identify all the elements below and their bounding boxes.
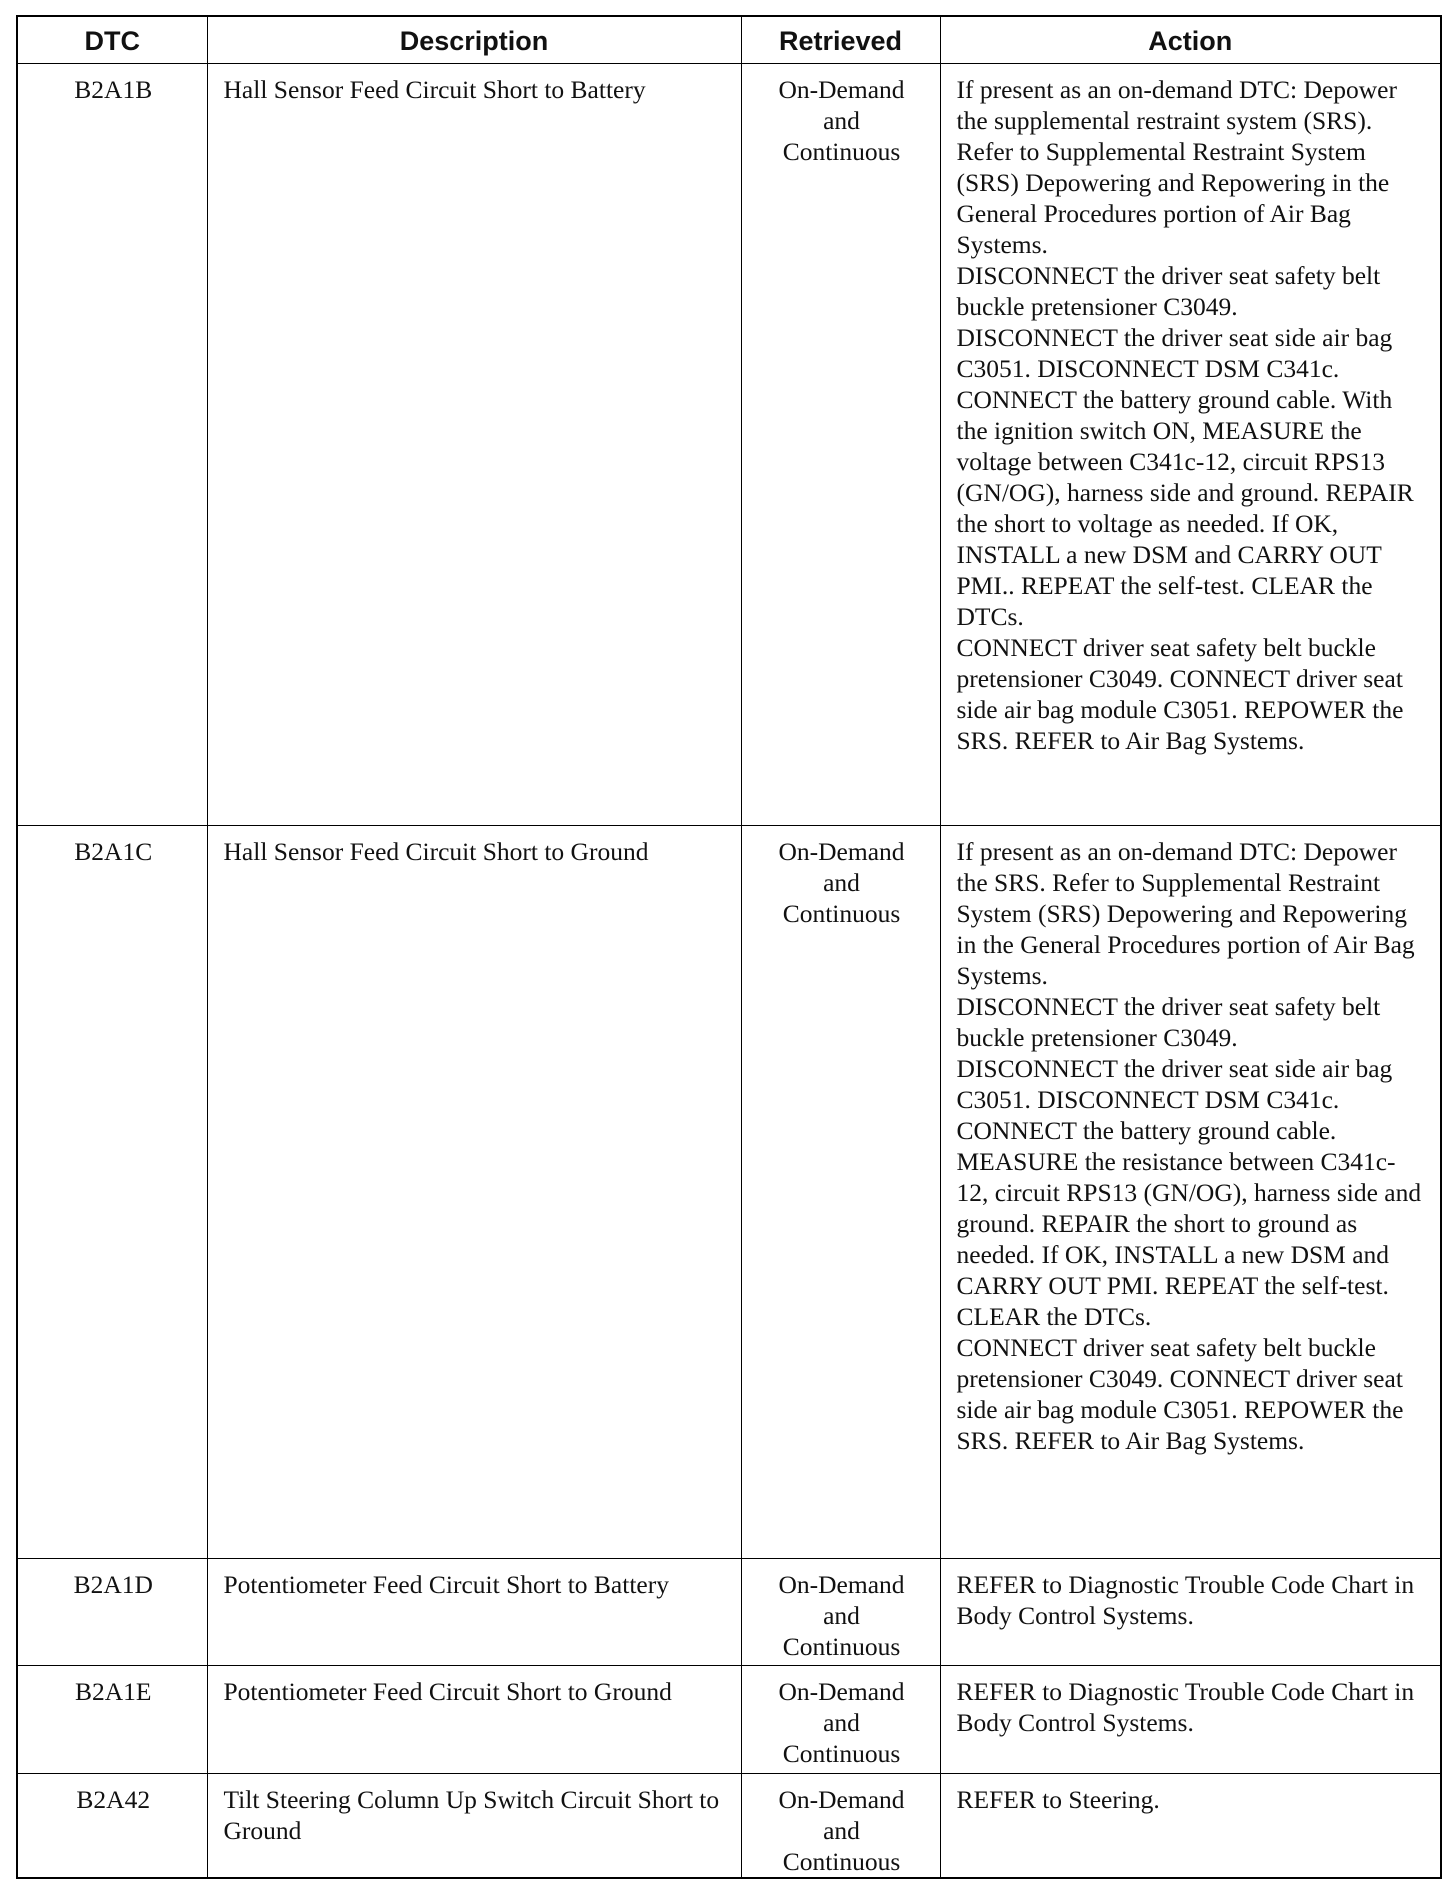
dtc-code: B2A1E bbox=[17, 1666, 207, 1774]
retrieved-line: Continuous bbox=[782, 1847, 901, 1876]
table-row bbox=[17, 1666, 1441, 1774]
header-action: Action bbox=[940, 16, 1441, 64]
retrieved-line: Continuous bbox=[782, 137, 901, 166]
action-paragraph: If present as an on-demand DTC: Depower the supplemental restraint system (SRS). Refer to Supplemental Restraint System (SRS) Depowering and Repowering in the General Procedures portion of Air Bag Systems. bbox=[956, 75, 1397, 259]
dtc-retrieved bbox=[741, 1774, 940, 1879]
dtc-code: B2A42 bbox=[17, 1774, 207, 1879]
dtc-description: Hall Sensor Feed Circuit Short to Ground bbox=[207, 826, 741, 1559]
header-retrieved: Retrieved bbox=[741, 16, 940, 64]
table-row bbox=[17, 1559, 1441, 1666]
header-dtc: DTC bbox=[17, 16, 207, 64]
action-paragraph: REFER to Diagnostic Trouble Code Chart in Body Control Systems. bbox=[956, 1677, 1415, 1737]
dtc-retrieved bbox=[741, 1559, 940, 1666]
retrieved-line: and bbox=[823, 1816, 860, 1845]
action-paragraph: CONNECT driver seat safety belt buckle pretensioner C3049. CONNECT driver seat side air bag module C3051. REPOWER the SRS. REFER to Air Bag Systems. bbox=[956, 1333, 1404, 1455]
dtc-table bbox=[16, 15, 1442, 1879]
retrieved-line: On-Demand bbox=[778, 75, 905, 104]
dtc-action bbox=[940, 1666, 1441, 1774]
retrieved-line: Continuous bbox=[782, 1632, 901, 1661]
dtc-retrieved bbox=[741, 64, 940, 826]
retrieved-line: On-Demand bbox=[778, 1570, 905, 1599]
dtc-retrieved bbox=[741, 826, 940, 1559]
retrieved-line: and bbox=[823, 868, 860, 897]
dtc-description: Potentiometer Feed Circuit Short to Battery bbox=[207, 1559, 741, 1666]
action-paragraph: If present as an on-demand DTC: Depower the SRS. Refer to Supplemental Restraint System (SRS) Depowering and Repowering in the General Procedures portion of Air Bag Systems. bbox=[956, 837, 1415, 990]
dtc-description: Potentiometer Feed Circuit Short to Ground bbox=[207, 1666, 741, 1774]
header-row bbox=[17, 16, 1441, 64]
dtc-code: B2A1B bbox=[17, 64, 207, 826]
retrieved-line: Continuous bbox=[782, 1739, 901, 1768]
header-description: Description bbox=[207, 16, 741, 64]
action-paragraph: REFER to Steering. bbox=[956, 1785, 1160, 1814]
table-row bbox=[17, 1774, 1441, 1879]
dtc-action bbox=[940, 64, 1441, 826]
action-paragraph: CONNECT driver seat safety belt buckle pretensioner C3049. CONNECT driver seat side air bag module C3051. REPOWER the SRS. REFER to Air Bag Systems. bbox=[956, 633, 1404, 755]
action-paragraph: DISCONNECT the driver seat safety belt buckle pretensioner C3049. bbox=[956, 261, 1381, 321]
retrieved-line: and bbox=[823, 1601, 860, 1630]
dtc-description: Tilt Steering Column Up Switch Circuit Short to Ground bbox=[207, 1774, 741, 1879]
action-paragraph: DISCONNECT the driver seat side air bag C3051. DISCONNECT DSM C341c. CONNECT the battery ground cable. MEASURE the resistance between C341c-12, circuit RPS13 (GN/OG), harness side and ground. REPAIR the short to ground as needed. If OK, INSTALL a new DSM and CARRY OUT PMI. REPEAT the self-test. CLEAR the DTCs. bbox=[956, 1054, 1422, 1331]
dtc-retrieved bbox=[741, 1666, 940, 1774]
action-paragraph: DISCONNECT the driver seat side air bag C3051. DISCONNECT DSM C341c. CONNECT the battery ground cable. With the ignition switch ON, MEASURE the voltage between C341c-12, circuit RPS13 (GN/OG), harness side and ground. REPAIR the short to voltage as needed. If OK, INSTALL a new DSM and CARRY OUT PMI.. REPEAT the self-test. CLEAR the DTCs. bbox=[956, 323, 1414, 631]
dtc-code: B2A1C bbox=[17, 826, 207, 1559]
table-row bbox=[17, 64, 1441, 826]
retrieved-line: On-Demand bbox=[778, 1785, 905, 1814]
action-paragraph: REFER to Diagnostic Trouble Code Chart in Body Control Systems. bbox=[956, 1570, 1415, 1630]
retrieved-line: and bbox=[823, 106, 860, 135]
dtc-action bbox=[940, 826, 1441, 1559]
dtc-action bbox=[940, 1774, 1441, 1879]
dtc-action bbox=[940, 1559, 1441, 1666]
retrieved-line: On-Demand bbox=[778, 837, 905, 866]
action-paragraph: DISCONNECT the driver seat safety belt buckle pretensioner C3049. bbox=[956, 992, 1381, 1052]
retrieved-line: On-Demand bbox=[778, 1677, 905, 1706]
dtc-description: Hall Sensor Feed Circuit Short to Battery bbox=[207, 64, 741, 826]
dtc-code: B2A1D bbox=[17, 1559, 207, 1666]
retrieved-line: and bbox=[823, 1708, 860, 1737]
table-row bbox=[17, 826, 1441, 1559]
retrieved-line: Continuous bbox=[782, 899, 901, 928]
